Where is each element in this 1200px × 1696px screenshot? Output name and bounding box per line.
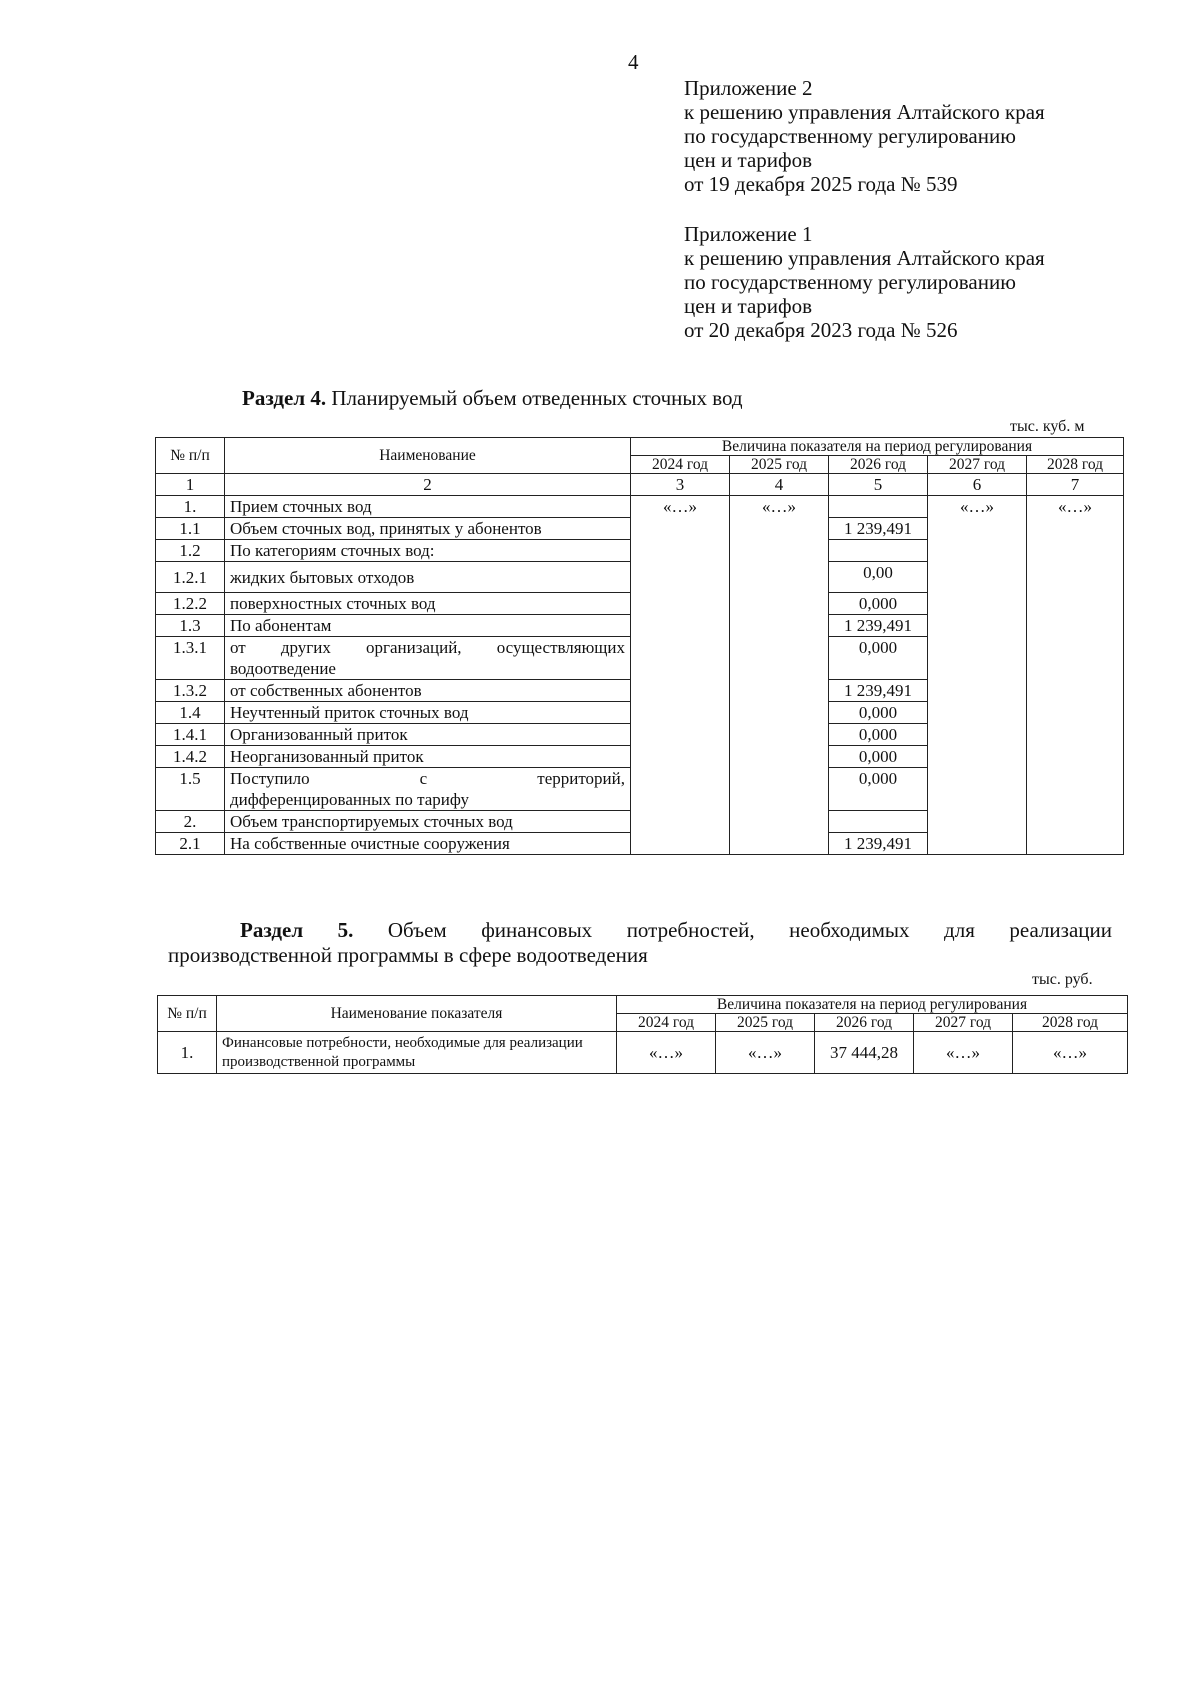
row-num: 1.3.1 <box>156 637 225 680</box>
value-2026: 1 239,491 <box>829 615 928 637</box>
appendix-line: к решению управления Алтайского края <box>684 100 1045 124</box>
header-year: 2026 год <box>815 1014 914 1032</box>
header-year: 2024 год <box>617 1014 716 1032</box>
section-title-text: Планируемый объем отведенных сточных вод <box>331 386 743 410</box>
value-2026: 1 239,491 <box>829 833 928 855</box>
section-5-title <box>168 918 1112 968</box>
value-2028: «…» <box>1013 1032 1128 1074</box>
page-number: 4 <box>628 50 639 74</box>
header-num: № п/п <box>156 438 225 474</box>
value-2026 <box>829 811 928 833</box>
table-row <box>156 496 1124 518</box>
value-2026: 0,000 <box>829 593 928 615</box>
header-period: Величина показателя на период регулирования <box>631 438 1124 456</box>
appendix-line: Приложение 1 <box>684 222 813 246</box>
appendix-1-block <box>684 222 1045 342</box>
row-name-line: дифференцированных по тарифу <box>230 790 469 809</box>
row-num: 1.2 <box>156 540 225 562</box>
header-year: 2026 год <box>829 456 928 474</box>
column-number: 7 <box>1027 474 1124 496</box>
value-2027: «…» <box>928 496 1027 855</box>
row-num: 1.3.2 <box>156 680 225 702</box>
appendix-line: к решению управления Алтайского края <box>684 246 1045 270</box>
appendix-line: по государственному регулированию <box>684 124 1016 148</box>
header-year: 2027 год <box>914 1014 1013 1032</box>
value-2026: 37 444,28 <box>815 1032 914 1074</box>
unit-label: тыс. куб. м <box>1010 418 1085 435</box>
row-name: Прием сточных вод <box>225 496 631 518</box>
header-name: Наименование показателя <box>217 996 617 1032</box>
column-number: 4 <box>730 474 829 496</box>
row-num: 1.1 <box>156 518 225 540</box>
appendix-2-block <box>684 76 1045 196</box>
row-name <box>225 768 631 811</box>
section-label: Раздел 4. <box>242 386 327 410</box>
value-2026: 0,00 <box>829 562 928 593</box>
value-2026 <box>829 496 928 518</box>
row-num: 1. <box>156 496 225 518</box>
row-num: 1.2.1 <box>156 562 225 593</box>
appendix-line: по государственному регулированию <box>684 270 1016 294</box>
row-num: 2. <box>156 811 225 833</box>
row-name-line: Поступило с территорий, <box>230 769 625 788</box>
value-2028: «…» <box>1027 496 1124 855</box>
section-title-text: Объем финансовых потребностей, необходимых для реализации <box>387 918 1112 942</box>
row-name: Финансовые потребности, необходимые для реализации производственной программы <box>217 1032 617 1074</box>
row-name: Объем транспортируемых сточных вод <box>225 811 631 833</box>
row-name: По абонентам <box>225 615 631 637</box>
value-2026: 0,000 <box>829 724 928 746</box>
column-number: 3 <box>631 474 730 496</box>
row-num: 1.4.1 <box>156 724 225 746</box>
row-num: 1.4 <box>156 702 225 724</box>
row-name: жидких бытовых отходов <box>225 562 631 593</box>
row-num: 2.1 <box>156 833 225 855</box>
header-period: Величина показателя на период регулирования <box>617 996 1128 1014</box>
appendix-line: Приложение 2 <box>684 76 813 100</box>
unit-label: тыс. руб. <box>1032 971 1093 988</box>
header-year: 2025 год <box>730 456 829 474</box>
value-2026: 1 239,491 <box>829 518 928 540</box>
row-name: Объем сточных вод, принятых у абонентов <box>225 518 631 540</box>
value-2026: 0,000 <box>829 746 928 768</box>
row-name: На собственные очистные сооружения <box>225 833 631 855</box>
value-2026: 0,000 <box>829 768 928 811</box>
value-2026: 0,000 <box>829 702 928 724</box>
row-name-line: водоотведение <box>230 659 336 678</box>
section-label: Раздел 5. <box>240 918 354 942</box>
row-num: 1. <box>158 1032 217 1074</box>
row-num: 1.5 <box>156 768 225 811</box>
column-number: 5 <box>829 474 928 496</box>
row-num: 1.3 <box>156 615 225 637</box>
appendix-line: от 19 декабря 2025 года № 539 <box>684 172 958 196</box>
header-name: Наименование <box>225 438 631 474</box>
value-2025: «…» <box>716 1032 815 1074</box>
value-2026 <box>829 540 928 562</box>
row-name: Неучтенный приток сточных вод <box>225 702 631 724</box>
appendix-line: цен и тарифов <box>684 294 813 318</box>
header-year: 2028 год <box>1027 456 1124 474</box>
header-num: № п/п <box>158 996 217 1032</box>
appendix-line: от 20 декабря 2023 года № 526 <box>684 318 958 342</box>
header-year: 2025 год <box>716 1014 815 1032</box>
table-row <box>158 1032 1128 1074</box>
row-name <box>225 637 631 680</box>
appendix-line: цен и тарифов <box>684 148 813 172</box>
row-name: Неорганизованный приток <box>225 746 631 768</box>
value-2027: «…» <box>914 1032 1013 1074</box>
column-number: 2 <box>225 474 631 496</box>
header-year: 2027 год <box>928 456 1027 474</box>
row-num: 1.4.2 <box>156 746 225 768</box>
row-name: поверхностных сточных вод <box>225 593 631 615</box>
row-name: По категориям сточных вод: <box>225 540 631 562</box>
section-title-line: производственной программы в сфере водоотведения <box>168 943 648 967</box>
column-number: 1 <box>156 474 225 496</box>
financial-needs-table <box>157 995 1128 1074</box>
value-2026: 1 239,491 <box>829 680 928 702</box>
value-2025: «…» <box>730 496 829 855</box>
header-year: 2024 год <box>631 456 730 474</box>
row-name-line: от других организаций, осуществляющих <box>230 638 625 657</box>
wastewater-volume-table <box>155 437 1124 855</box>
row-name: Организованный приток <box>225 724 631 746</box>
value-2026: 0,000 <box>829 637 928 680</box>
section-title-line <box>168 918 1112 943</box>
row-name: от собственных абонентов <box>225 680 631 702</box>
value-2024: «…» <box>631 496 730 855</box>
column-number: 6 <box>928 474 1027 496</box>
row-num: 1.2.2 <box>156 593 225 615</box>
section-4-title <box>242 386 743 411</box>
value-2024: «…» <box>617 1032 716 1074</box>
header-year: 2028 год <box>1013 1014 1128 1032</box>
